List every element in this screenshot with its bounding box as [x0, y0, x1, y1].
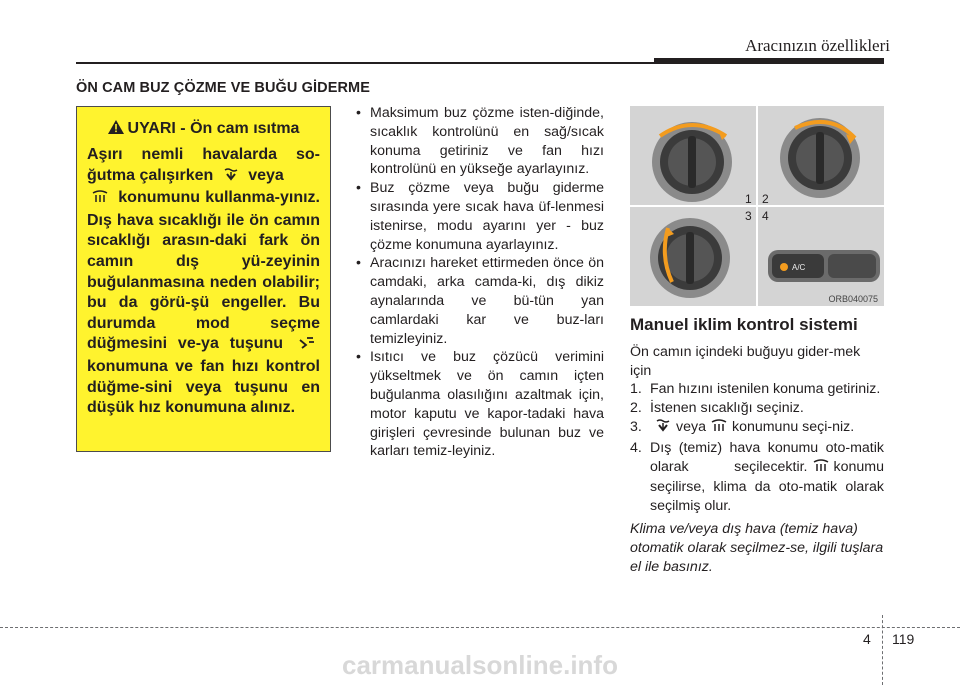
manual-title: Manuel iklim kontrol sistemi — [630, 315, 858, 334]
bullet-item: • Isıtıcı ve buz çözücü verimini yükseltmek ve ön camın içten buğulanma olasılığını azaltmak için, motor kaputu ve kapor-tadaki hava girişleri çevresinde bulunan buz ve karları temiz-leyiniz. — [354, 348, 604, 461]
bullet-item: • Maksimum buz çözme isten-diğinde, sıcaklık kontrolünü en sağ/sıcak konuma getiriniz ve fan hızı kontrolünü en yükseğe ayarlayınız. — [354, 104, 604, 179]
step-number: 2. — [630, 400, 642, 417]
bullet-item: • Aracınızı hareket ettirmeden önce ön camdaki, arka camda-ki, dış dikiz aynalarında ve bü-tün yan camlardaki kar ve buz-ları temizleyiniz. — [354, 254, 604, 348]
warning-triangle-icon — [108, 120, 124, 139]
header-title: Aracınızın özellikleri — [745, 36, 890, 55]
manual-note: Klima ve/veya dış hava (temiz hava) otomatik olarak seçilmez-se, ilgili tuşlara el ile basınız. — [630, 520, 884, 575]
defrost-icon — [91, 190, 109, 211]
manual-step-2 — [630, 399, 884, 418]
figure-label-3: 3 — [745, 209, 752, 223]
step-text: İstenen sıcaklığı seçiniz. — [650, 400, 804, 417]
section-title: ÖN CAM BUZ ÇÖZME VE BUĞU GİDERME — [76, 80, 371, 96]
figure-code: ORB040075 — [828, 294, 878, 304]
manual-step-3 — [630, 418, 884, 439]
manual-intro: Ön camın içindeki buğuyu gider-mek için — [630, 343, 861, 379]
bullet-list — [354, 104, 604, 461]
manual-section — [630, 316, 884, 576]
page-number: 119 — [892, 631, 915, 647]
figure-label-1: 1 — [745, 192, 752, 206]
step-text: Fan hızını istenilen konuma getiriniz. — [650, 381, 881, 398]
bullet-item: • Buz çözme veya buğu giderme sırasında yere sıcak hava üf-lenmesi istenirse, modu ayarını yer - buz çözme konumuna ayarlayınız. — [354, 179, 604, 254]
vent-floor-icon — [298, 336, 316, 357]
warning-heading — [87, 119, 320, 139]
figure-label-4: 4 — [762, 209, 769, 223]
step-number: 1. — [630, 381, 642, 398]
manual-step-1 — [630, 380, 884, 399]
step-text: konumu seçilirse, klima da oto-matik olarak seçilmiş olur. — [650, 458, 884, 515]
watermark: carmanualsonline.info — [342, 650, 618, 680]
warning-text-part2: konumunu kullanma-yınız. Dış hava sıcaklığı ile ön camın sıcaklığı arasın-daki fark ön camın dış yü-zeyinin buğulanmasına neden olabilir; bu da görü-şü engeller. Bu durumda mod seçme düğmesini ve-ya tuşunu — [87, 189, 320, 353]
defrost-icon — [710, 419, 728, 439]
warning-label: UYARI - Ön cam ısıtma — [127, 120, 300, 137]
warning-box — [76, 106, 331, 452]
control-knobs-illustration — [630, 106, 884, 306]
step-number: 4. — [630, 439, 642, 456]
warning-text-part3: konumuna ve fan hızı kontrol düğme-sini veya tuşunu en düşük hız konumuna alınız. — [87, 357, 320, 417]
header-rule-thick — [654, 58, 884, 64]
figure-label-2: 2 — [762, 192, 769, 206]
floor-defrost-icon — [222, 168, 240, 189]
warning-text-part1: Aşırı nemli havalarda so-ğutma çalışırken — [87, 146, 320, 184]
control-figure — [630, 106, 884, 306]
defrost-icon — [812, 459, 830, 479]
step-text-veya: veya — [676, 418, 706, 435]
step-text: konumunu seçi-niz. — [731, 418, 855, 435]
warning-text-veya: veya — [248, 166, 284, 184]
chapter-number: 4 — [863, 631, 871, 647]
warning-text — [87, 145, 320, 419]
floor-defrost-icon — [654, 419, 672, 439]
step-number: 3. — [630, 418, 642, 435]
ac-button-label: A/C — [792, 263, 806, 272]
step-text: Dış (temiz) hava konumu oto-matik olarak seçilecektir. — [650, 439, 884, 475]
footer-rule — [0, 627, 960, 628]
manual-step-4 — [630, 439, 884, 516]
